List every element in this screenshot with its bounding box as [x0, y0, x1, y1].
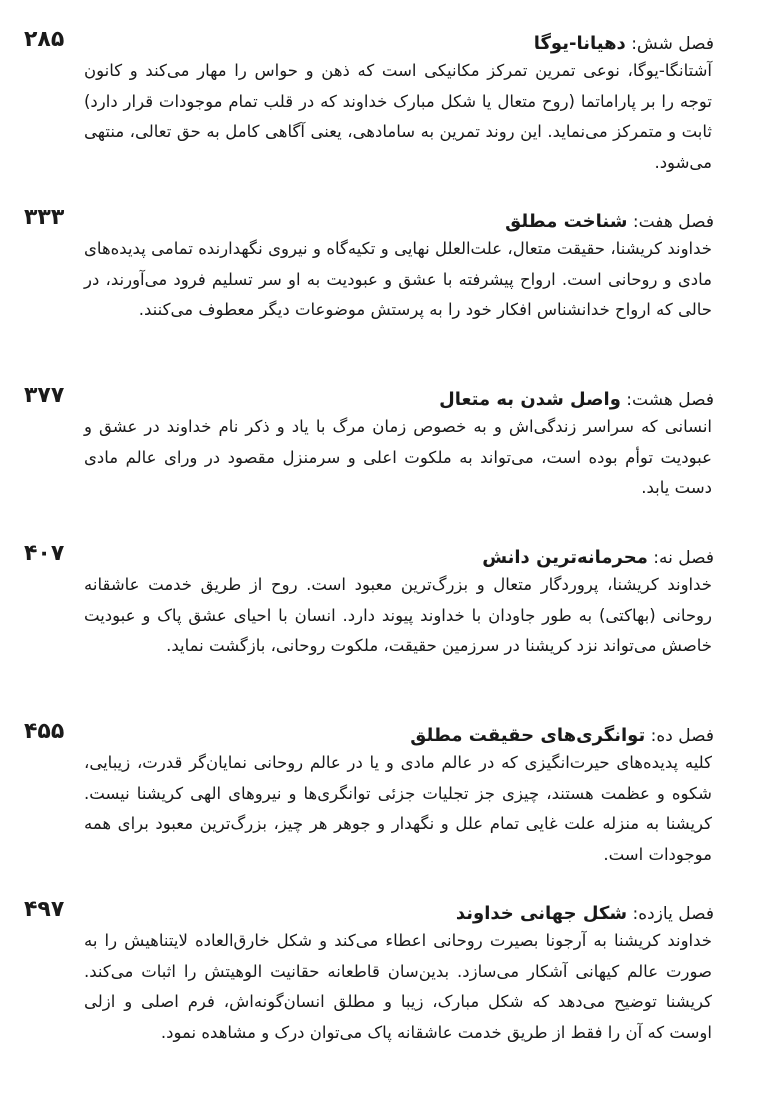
chapter-title [410, 724, 714, 748]
page-number: ۳۷۷ [24, 383, 65, 408]
table-of-contents-page [24, 22, 714, 1092]
chapter-name: شناخت مطلق [505, 211, 628, 232]
chapter-number-label: فصل هفت: [627, 212, 714, 232]
chapter-title [482, 546, 714, 570]
chapter-name: دهیانا-یوگا [533, 33, 626, 54]
page-number: ۴۹۷ [24, 897, 65, 922]
chapter-name: محرمانه‌ترین دانش [482, 547, 648, 568]
page-number: ۴۵۵ [24, 719, 65, 744]
chapter-summary: کلیه پدیده‌های حیرت‌انگیزی که در عالم مادی و یا در عالم روحانی نمایان‌گر قدرت، زیبایی، شکوه و عظمت هستند، چیزی جز تجلیات جزئی توانگری‌ها و نیروهای الهی کریشنا نیست. کریشنا به منزله علت غایی تمام علل و نگهدار و جوهر هر چیز، بزرگ‌ترین معبود برای همه موجودات است. [84, 753, 712, 864]
chapter-heading [24, 22, 714, 56]
chapter-number-label: فصل ده: [645, 726, 714, 746]
chapter-heading [24, 892, 714, 926]
chapter-title [439, 388, 714, 412]
chapter-name: توانگری‌های حقیقت مطلق [410, 725, 646, 746]
chapter-title [456, 902, 714, 926]
chapter-heading [24, 536, 714, 570]
chapter-title [534, 32, 714, 56]
chapter-number-label: فصل نه: [647, 548, 714, 568]
chapter-summary: خداوند کریشنا به آرجونا بصیرت روحانی اعطاء می‌کند و شکل خارق‌العاده لایتناهیش را به صورت عالم کیهانی آشکار می‌سازد. بدین‌سان قاطعانه حقانیت الوهیتش را اثبات می‌کند. کریشنا توضیح می‌دهد که شکل مبارک، زیبا و مطلق انسان‌گونه‌اش، فرم اصلی و ازلی اوست که آن را فقط از طریق خدمت عاشقانه پاک می‌توان درک و مشاهده نمود. [84, 931, 712, 1042]
chapter-number-label: فصل شش: [625, 34, 714, 54]
page-number: ۲۸۵ [24, 27, 65, 52]
chapter-number-label: فصل یازده: [627, 904, 714, 924]
chapter-name: واصل شدن به متعال [439, 389, 621, 410]
chapter-heading [24, 378, 714, 412]
chapter-name: شکل جهانی خداوند [455, 903, 628, 924]
chapter-heading [24, 200, 714, 234]
chapter-summary: خداوند کریشنا، حقیقت متعال، علت‌العلل نهایی و تکیه‌گاه و نیروی نگهدارنده تمامی پدیده‌های مادی و روحانی است. ارواح پیشرفته با عشق و عبودیت به او سر تسلیم فرود می‌آورند، در حالی که ارواح خدانشناس افکار خود را به پرستش موضوعات دیگر معطوف می‌کنند. [84, 239, 712, 319]
chapter-6 [24, 22, 714, 200]
chapter-heading [24, 714, 714, 748]
chapter-summary: انسانی که سراسر زندگی‌اش و به خصوص زمان مرگ با یاد و ذکر نام خداوند در عشق و عبودیت توأم بوده است، می‌تواند به ملکوت اعلی و سرمنزل مقصود در ورای عالم مادی دست یابد. [84, 417, 712, 497]
chapter-10 [24, 714, 714, 892]
page-number: ۴۰۷ [24, 541, 65, 566]
chapter-8 [24, 378, 714, 536]
page-number: ۳۳۳ [24, 205, 65, 230]
chapter-summary: خداوند کریشنا، پروردگار متعال و بزرگ‌ترین معبود است. روح از طریق خدمت عاشقانه روحانی (بهاکتی) به طور جاودان با خداوند پیوند دارد. انسان با احیای عشق پاک و عبودیت خاصش می‌تواند نزد کریشنا در سرزمین حقیقت، ملکوت روحانی، بازگشت نماید. [84, 575, 712, 655]
chapter-9 [24, 536, 714, 714]
chapter-number-label: فصل هشت: [620, 390, 714, 410]
chapter-7 [24, 200, 714, 378]
chapter-summary: آشتانگا-یوگا، نوعی تمرین تمرکز مکانیکی است که ذهن و حواس را مهار می‌کند و کانون توجه را بر پاراماتما (روح متعال یا شکل مبارک خداوند که در قلب تمام موجودات قرار دارد) ثابت و متمرکز می‌نماید. این روند تمرین به سامادهی، یعنی آگاهی کامل به حق تعالی، منتهی می‌شود. [84, 61, 712, 172]
chapter-11 [24, 892, 714, 1092]
chapter-title [505, 210, 714, 234]
